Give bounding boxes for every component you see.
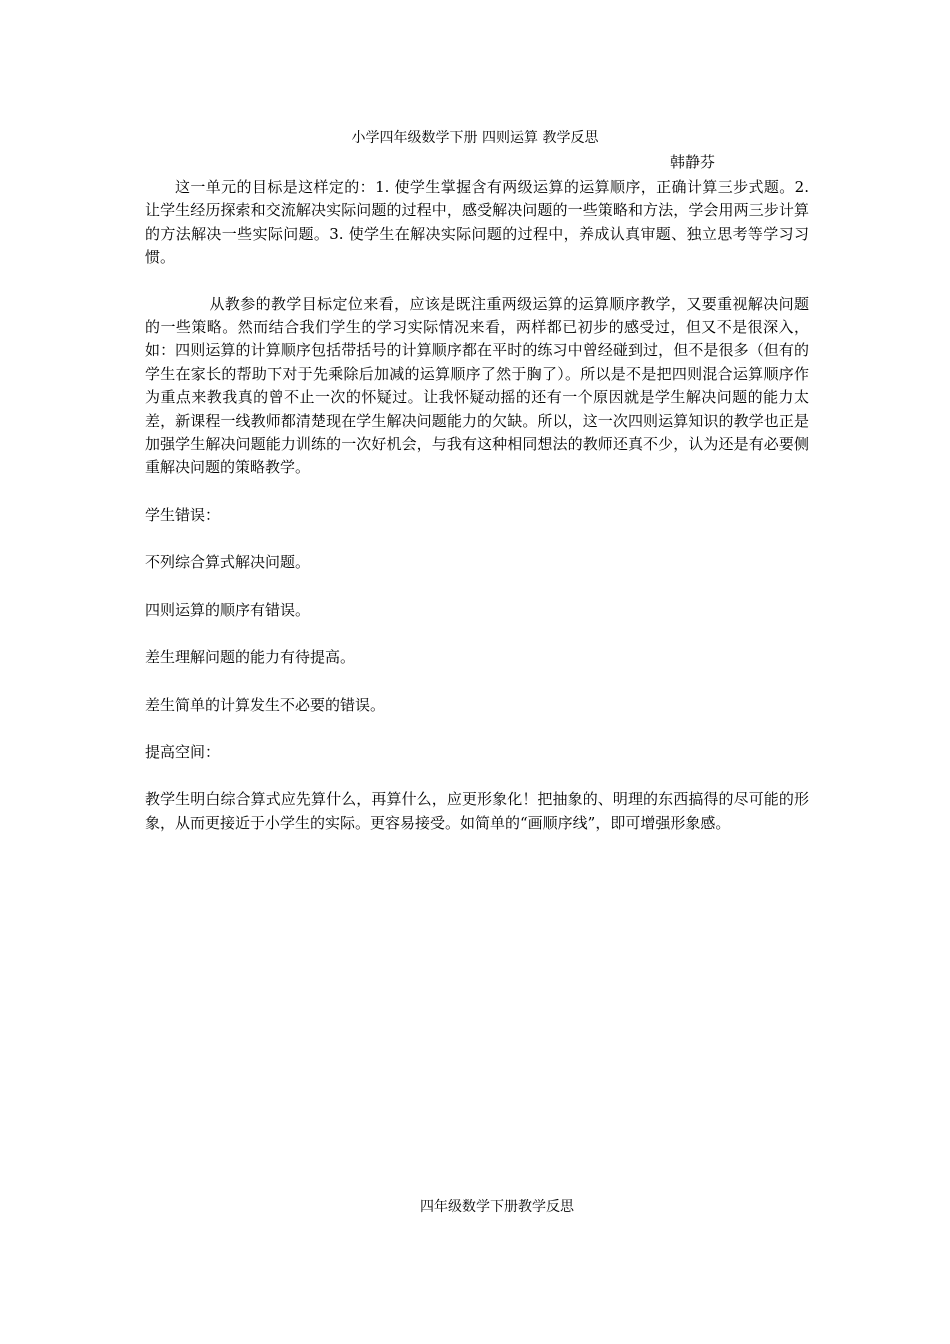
heading-student-errors: 学生错误： — [145, 505, 221, 524]
document-title: 小学四年级数学下册 四则运算 教学反思 — [351, 130, 599, 146]
paragraph-goals: 这一单元的目标是这样定的：1. 使学生掌握含有两级运算的运算顺序，正确计算三步式题。2. 让学生经历探索和交流解决实际问题的过程中，感受解决问题的一些策略和方法，学会用两三步计算的方法解决一些实际问题。3. 使学生在解决实际问题的过程中，养成认真审题、独立思考等学习习惯。 — [145, 178, 809, 267]
error-item: 不列综合算式解决问题。 — [145, 553, 311, 572]
author-name: 韩静芬 — [670, 153, 716, 171]
error-item: 四则运算的顺序有错误。 — [145, 600, 311, 619]
paragraph-improvement: 教学生明白综合算式应先算什么，再算什么，应更形象化！把抽象的、明理的东西搞得的尽可能的形象，从而更接近于小学生的实际。更容易接受。如简单的“画顺序线”，即可增强形象感。 — [145, 790, 809, 832]
error-item: 差生理解问题的能力有待提高。 — [145, 648, 356, 667]
paragraph-analysis: 从教参的教学目标定位来看，应该是既注重两级运算的运算顺序教学，又要重视解决问题的一些策略。然而结合我们学生的学习实际情况来看，两样都已初步的感受过，但又不是很深入，如：四则运算的计算顺序包括带括号的计算顺序都在平时的练习中曾经碰到过，但不是很多（但有的学生在家长的帮助下对于先乘除后加减的运算顺序了然于胸了）。所以是不是把四则混合运算顺序作为重点来教我真的曾不止一次的怀疑过。让我怀疑动摇的还有一个原因就是学生解决问题的能力太差，新课程一线教师都清楚现在学生解决问题能力的欠缺。所以，这一次四则运算知识的教学也正是加强学生解决问题能力训练的一次好机会，与我有这种相同想法的教师还真不少，认为还是有必要侧重解决问题的策略教学。 — [145, 294, 809, 477]
error-item: 差生简单的计算发生不必要的错误。 — [145, 695, 386, 714]
page-footer: 四年级数学下册教学反思 — [420, 1199, 574, 1215]
heading-improvement: 提高空间： — [145, 742, 221, 761]
document-body — [145, 176, 809, 835]
